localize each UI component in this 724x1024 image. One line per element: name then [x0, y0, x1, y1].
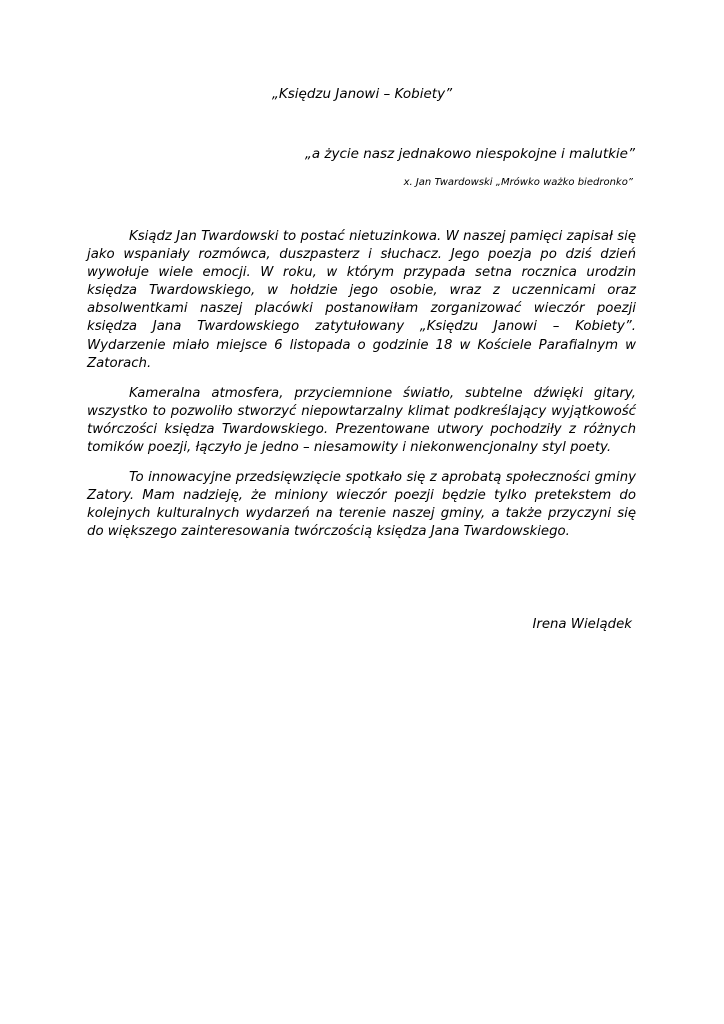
paragraph-3: To innowacyjne przedsięwzięcie spotkało się z aprobatą społeczności gminy Zatory. Mam nadzieję, że miniony wieczór poezji będzie tylko pretekstem do kolejnych kulturalnych wydarzeń na terenie naszej gminy, a także przyczyni się do większego zainteresowania twórczością księdza Jana Twardowskiego. [87, 470, 636, 540]
paragraph-2: Kameralna atmosfera, przyciemnione światło, subtelne dźwięki gitary, wszystko to pozwoliło stworzyć niepowtarzalny klimat podkreślający wyjątkowość twórczości księdza Twardowskiego. Prezentowane utwory pochodziły z różnych tomików poezji, łączyło je jedno – niesamowity i niekonwencjonalny styl poety. [87, 385, 636, 456]
document-body [87, 228, 636, 554]
document-title: „Księdzu Janowi – Kobiety” [271, 86, 453, 102]
author-signature: Irena Wielądek [532, 617, 632, 632]
motto-quote: „a życie nasz jednakowo niespokojne i malutkie” [304, 146, 635, 162]
paragraph-1: Ksiądz Jan Twardowski to postać nietuzinkowa. W naszej pamięci zapisał się jako wspaniały rozmówca, duszpasterz i słuchacz. Jego poezja po dziś dzień wywołuje wiele emocji. W roku, w którym przypada setna rocznica urodzin księdza Twardowskiego, w hołdzie jego osobie, wraz z uczennicami oraz absolwentkami naszej placówki postanowiłam zorganizować wieczór poezji księdza Jana Twardowskiego zatytułowany „Księdzu Janowi – Kobiety”. Wydarzenie miało miejsce 6 listopada o godzinie 18 w Kościele Parafialnym w Zatorach. [87, 229, 636, 371]
motto-source: x. Jan Twardowski „Mrówko ważko biedronko” [403, 177, 633, 188]
